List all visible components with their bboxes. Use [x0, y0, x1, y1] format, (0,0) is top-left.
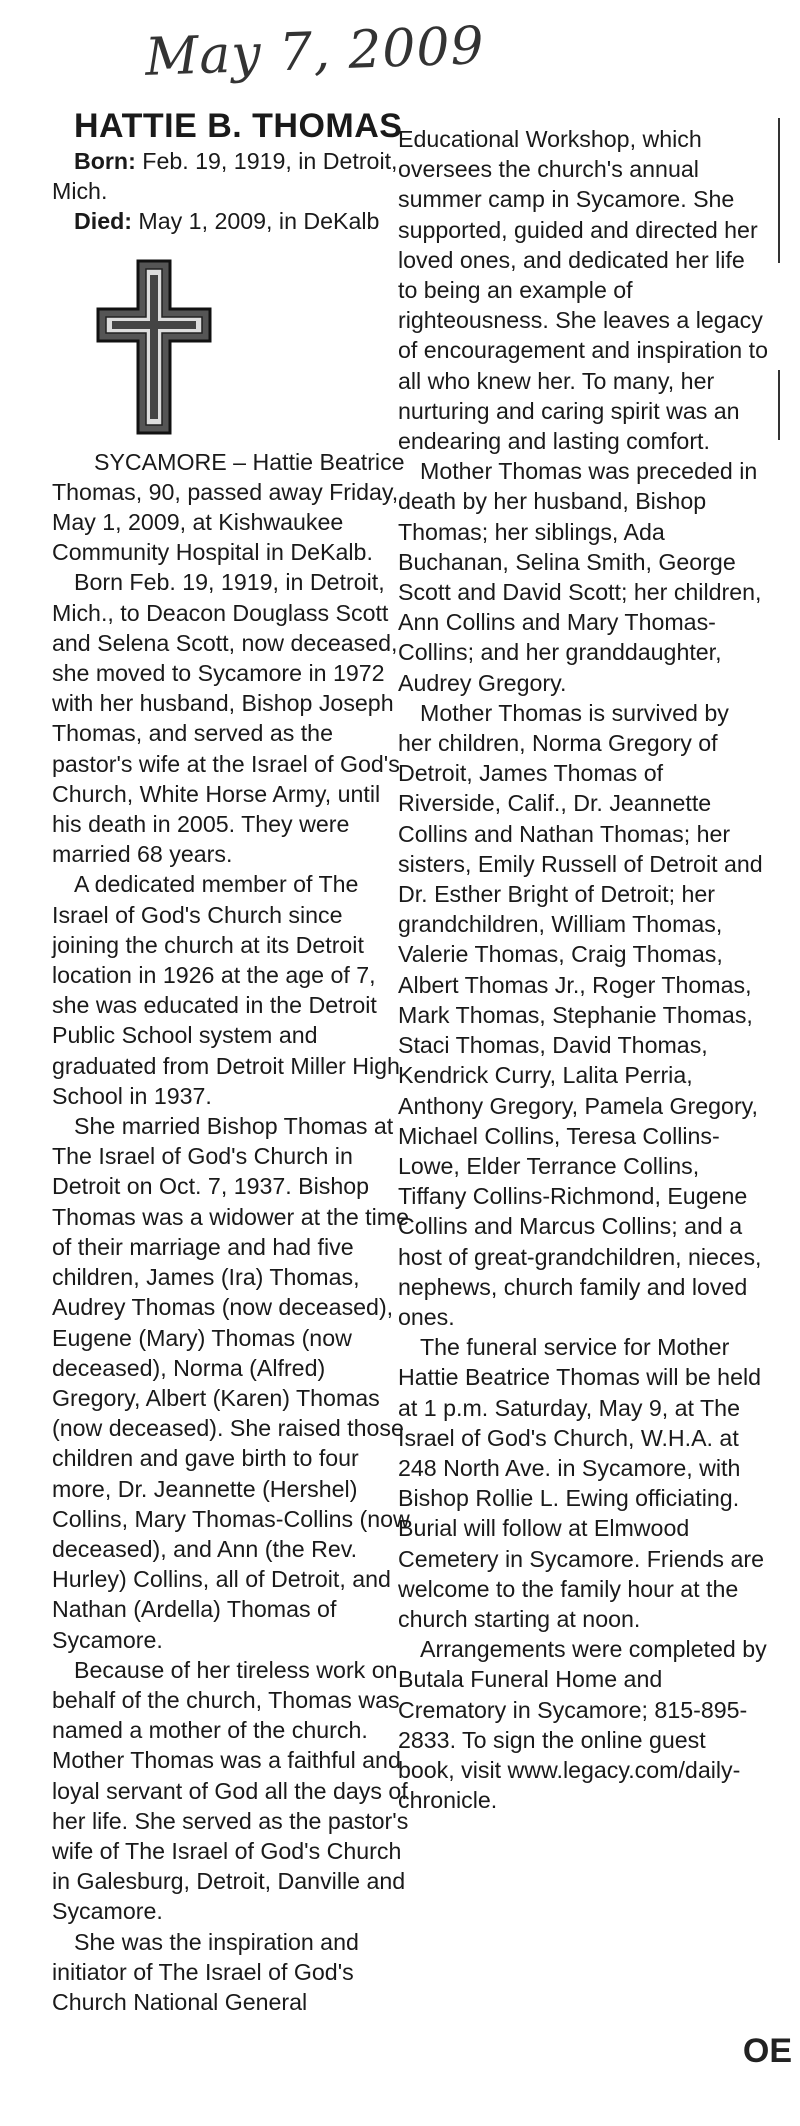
obituary-paragraph-8: The funeral service for Mother Hattie Beatrice Thomas will be held at 1 p.m. Saturday, May 9, at The Israel of God's Church, W.H.A. at 248 North Ave. in Sycamore, with Bishop Rollie L. Ewing officiating. Burial will follow at Elmwood Cemetery in Sycamore. Friends are welcome to the family hour at the church starting at noon.	[398, 1334, 764, 1632]
born-line	[52, 146, 412, 206]
adjacent-column-fragment: OE	[742, 2032, 792, 2070]
obituary-column-right	[398, 124, 768, 1815]
obituary-paragraph-7: Mother Thomas is survived by her children, Norma Gregory of Detroit, James Thomas of Riverside, Calif., Dr. Jeannette Collins and Nathan Thomas; her sisters, Emily Russell of Detroit and Dr. Esther Bright of Detroit; her grandchildren, William Thomas, Valerie Thomas, Craig Thomas, Albert Thomas Jr., Roger Thomas, Mark Thomas, Stephanie Thomas, Staci Thomas, David Thomas, Kendrick Curry, Lalita Perria, Anthony Gregory, Pamela Gregory, Michael Collins, Teresa Collins-Lowe, Elder Terrance Collins, Tiffany Collins-Richmond, Eugene Collins and Marcus Collins; and a host of great-grandchildren, nieces, nephews, church family and loved ones.	[398, 699, 763, 1330]
obituary-paragraph-2: A dedicated member of The Israel of God's Church since joining the church at its Detroit location in 1926 at the age of 7, she was educated in the Detroit Public School system and graduated from Detroit Miller High School in 1937.	[52, 871, 400, 1109]
handwritten-date: May 7, 2009	[144, 16, 486, 88]
born-label: Born:	[74, 148, 136, 174]
obituary-column-left	[52, 106, 412, 2017]
obituary-paragraph-5-continued: Educational Workshop, which oversees the church's annual summer camp in Sycamore. She supported, guided and directed her loved ones, and dedicated her life to being an example of righteousness. She leaves a legacy of encouragement and inspiration to all who knew her. To many, her nurturing and caring spirit was an endearing and lasting comfort.	[398, 126, 768, 455]
obituary-paragraph-5: She was the inspiration and initiator of The Israel of God's Church National General	[52, 1928, 359, 2015]
obituary-paragraph-4: Because of her tireless work on behalf of the church, Thomas was named a mother of the church. Mother Thomas was a faithful and loyal servant of God all the days of her life. She served as the pastor's wife of The Israel of God's Church in Galesburg, Detroit, Danville and Sycamore.	[52, 1656, 409, 1925]
born-value: Feb. 19, 1919, in Detroit, Mich.	[52, 148, 398, 205]
column-rule-middle	[778, 370, 780, 440]
obituary-paragraph-3: She married Bishop Thomas at The Israel of God's Church in Detroit on Oct. 7, 1937. Bishop Thomas was a widower at the time of their marriage and had five children, James (Ira) Thomas, Audrey Thomas (now deceased), Eugene (Mary) Thomas (now deceased), Norma (Alfred) Gregory, Albert (Karen) Thomas (now deceased). She raised those children and gave birth to four more, Dr. Jeannette (Hershel) Collins, Mary Thomas-Collins (now deceased), and Ann (the Rev. Hurley) Collins, all of Detroit, and Nathan (Ardella) Thomas of Sycamore.	[52, 1113, 410, 1653]
cross-icon	[94, 257, 234, 447]
obituary-paragraph-6: Mother Thomas was preceded in death by her husband, Bishop Thomas; her siblings, Ada Buchanan, Selina Smith, George Scott and David Scott; her children, Ann Collins and Mary Thomas-Collins; and her granddaughter, Audrey Gregory.	[398, 458, 762, 696]
died-value: May 1, 2009, in DeKalb	[138, 208, 380, 235]
obituary-paragraph-1: Born Feb. 19, 1919, in Detroit, Mich., to Deacon Douglass Scott and Selena Scott, now deceased, she moved to Sycamore in 1972 with her husband, Bishop Joseph Thomas, and served as the pastor's wife at the Israel of God's Church, White Horse Army, until his death in 2005. They were married 68 years.	[52, 569, 400, 868]
died-label: Died:	[74, 208, 132, 235]
column-rule-top	[778, 118, 780, 263]
obituary-intro: SYCAMORE – Hattie Beatrice Thomas, 90, passed away Friday, May 1, 2009, at Kishwaukee Community Hospital in DeKalb.	[52, 448, 405, 566]
decedent-name: HATTIE B. THOMAS	[74, 107, 403, 145]
obituary-paragraph-9: Arrangements were completed by Butala Funeral Home and Crematory in Sycamore; 815-895-2833. To sign the online guest book, visit www.legacy.com/daily-chronicle.	[398, 1636, 767, 1814]
died-line	[52, 206, 412, 236]
